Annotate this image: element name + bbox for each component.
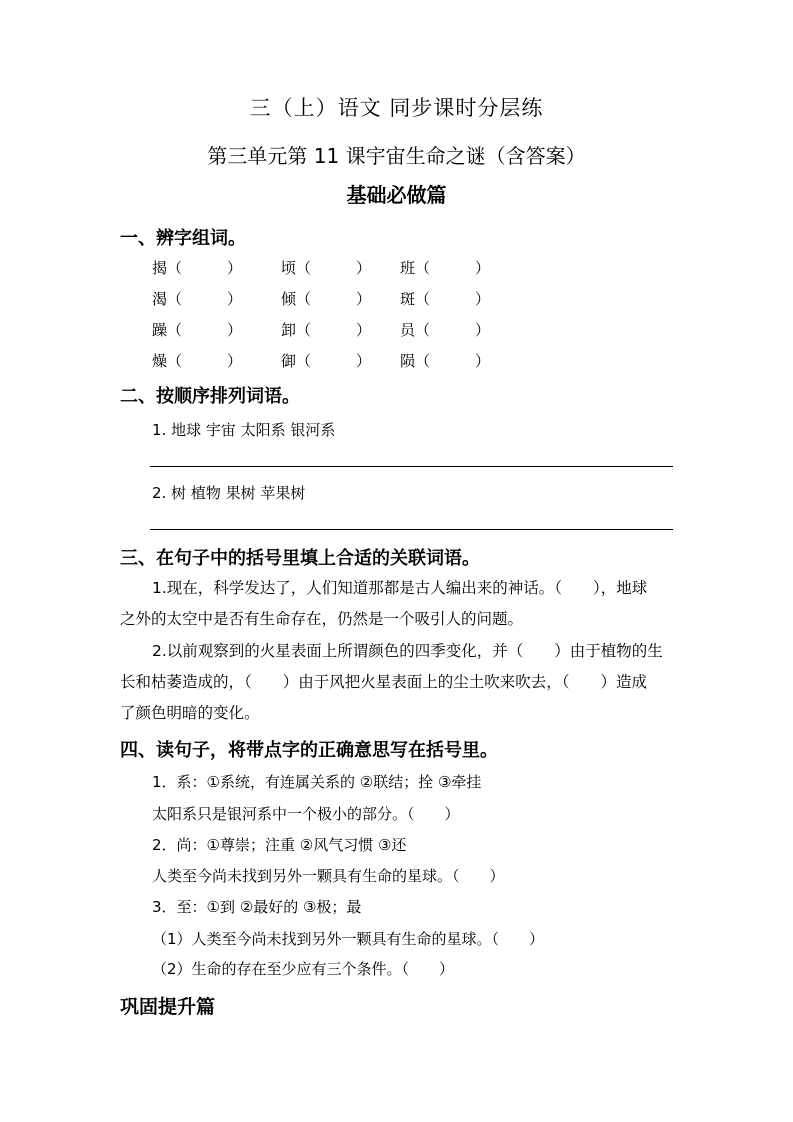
section2-heading: 二、按顺序排列词语。 [120, 386, 300, 407]
word-item: 御（ ） [281, 352, 372, 370]
meaning-sentence-2: 人类至今尚未找到另外一颗具有生命的星球。（ ） [152, 867, 505, 885]
word-item: 斑（ ） [400, 290, 491, 308]
answer-line-1 [150, 466, 673, 467]
meaning-sentence-3b: （2）生命的存在至少应有三个条件。（ ） [152, 960, 455, 978]
word-item: 班（ ） [400, 259, 491, 277]
ordering-item-2: 2. 树 植物 果树 苹果树 [152, 484, 306, 502]
part-heading-advanced: 巩固提升篇 [120, 996, 216, 1018]
word-item: 躁（ ） [152, 321, 243, 339]
paragraph-2-line-2: 长和枯萎造成的，（ ）由于风把火星表面上的尘土吹来吹去，（ ）造成 [120, 673, 648, 691]
meaning-sentence-1: 太阳系只是银河系中一个极小的部分。（ ） [152, 805, 460, 823]
meaning-sentence-3a: （1）人类至今尚未找到另外一颗具有生命的星球。（ ） [152, 930, 545, 948]
part-heading-basic: 基础必做篇 [346, 183, 447, 207]
word-item: 渴（ ） [152, 290, 243, 308]
section1-heading: 一、辨字组词。 [120, 228, 246, 249]
paragraph-1-line-1: 1.现在，科学发达了，人们知道那都是古人编出来的神话。（ ），地球 [152, 579, 648, 597]
word-item: 顷（ ） [281, 259, 372, 277]
meaning-definition-3: 3．至：①到 ②最好的 ③极；最 [152, 898, 362, 916]
word-item: 陨（ ） [400, 352, 491, 370]
meaning-definition-2: 2．尚：①尊崇；注重 ②风气习惯 ③还 [152, 836, 407, 854]
word-item: 员（ ） [400, 321, 491, 339]
meaning-definition-1: 1．系：①系统，有连属关系的 ②联结；拴 ③牵挂 [152, 773, 482, 791]
paragraph-2-line-3: 了颜色明暗的变化。 [120, 704, 260, 722]
word-item: 揭（ ） [152, 259, 243, 277]
section4-heading: 四、读句子，将带点字的正确意思写在括号里。 [120, 740, 498, 761]
ordering-item-1: 1. 地球 宇宙 太阳系 银河系 [152, 421, 336, 439]
paragraph-1-line-2: 之外的太空中是否有生命存在，仍然是一个吸引人的问题。 [120, 610, 524, 628]
section3-heading: 三、在句子中的括号里填上合适的关联词语。 [120, 548, 480, 569]
word-item: 燥（ ） [152, 352, 243, 370]
document-subtitle: 第三单元第 11 课宇宙生命之谜（含答案） [207, 144, 586, 168]
answer-line-2 [150, 529, 673, 530]
word-item: 卸（ ） [281, 321, 372, 339]
word-item: 倾（ ） [281, 290, 372, 308]
document-title: 三（上）语文 同步课时分层练 [249, 96, 544, 120]
paragraph-2-line-1: 2.以前观察到的火星表面上所谓颜色的四季变化，并（ ）由于植物的生 [152, 642, 663, 660]
